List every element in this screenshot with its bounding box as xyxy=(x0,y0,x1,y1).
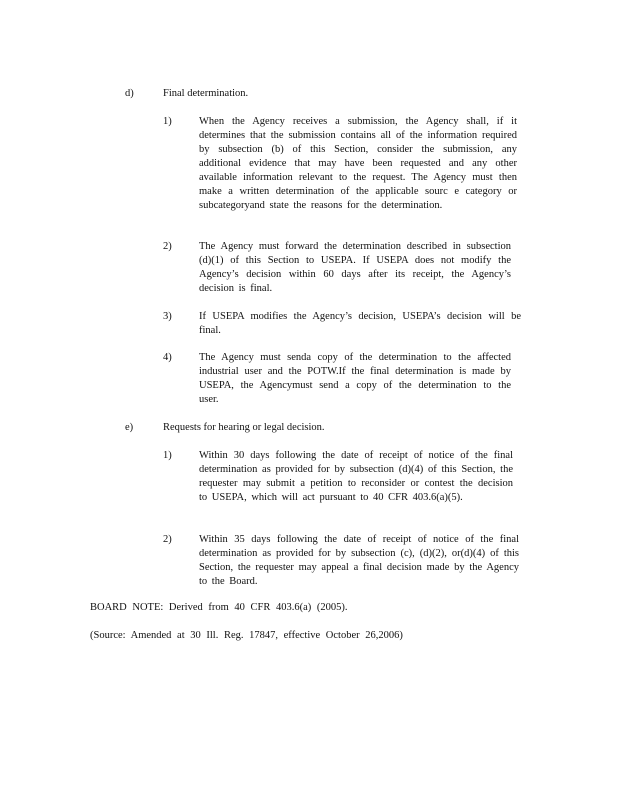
item-e1-text: Within 30 days following the date of receipt of notice of the final determination as provided for by subsection (d)(4) of this Section, the requester may submit a petition to reconsider or contest the decision to USEPA, which will act pursuant to 40 CFR 403.6(a)(5). xyxy=(199,450,513,503)
item-d4-text: The Agency must senda copy of the determination to the affected industrial user and the POTW.If the final determination is made by USEPA, the Agencymust send a copy of the determination to the user. xyxy=(199,352,511,405)
item-d1-label: 1) xyxy=(163,116,172,127)
item-e2-text: Within 35 days following the date of receipt of notice of the final determination as provided for by subsection (c), (d)(2), or(d)(4) of this Section, the requester may appeal a final decision made by the Agency to the Board. xyxy=(199,534,519,587)
item-e2-label: 2) xyxy=(163,534,172,545)
section-e-label: e) xyxy=(125,422,134,433)
item-e1-label: 1) xyxy=(163,450,172,461)
item-d4-label: 4) xyxy=(163,352,172,363)
section-d-heading: Final determination. xyxy=(163,88,249,99)
section-d-label: d) xyxy=(125,88,134,99)
item-d1-text: When the Agency receives a submission, the Agency shall, if it determines that the submission contains all of the information required by subsection (b) of this Section, consider the submission, any additional evidence that may have been requested and any other available information relevant to the request. The Agency must then make a written determination of the applicable sourc e category or subcategoryand state the reasons for the determination. xyxy=(199,116,517,211)
item-d3-label: 3) xyxy=(163,311,172,322)
item-d2-label: 2) xyxy=(163,241,172,252)
source-note: (Source: Amended at 30 Ill. Reg. 17847, effective October 26,2006) xyxy=(90,630,403,641)
board-note: BOARD NOTE: Derived from 40 CFR 403.6(a) (2005). xyxy=(90,602,348,613)
section-e-heading: Requests for hearing or legal decision. xyxy=(163,422,325,433)
item-d2-text: The Agency must forward the determination described in subsection (d)(1) of this Section to USEPA. If USEPA does not modify the Agency’s decision within 60 days after its receipt, the Agency’s decision is final. xyxy=(199,241,511,294)
item-d3-text: If USEPA modifies the Agency’s decision, USEPA’s decision will be final. xyxy=(199,311,521,336)
